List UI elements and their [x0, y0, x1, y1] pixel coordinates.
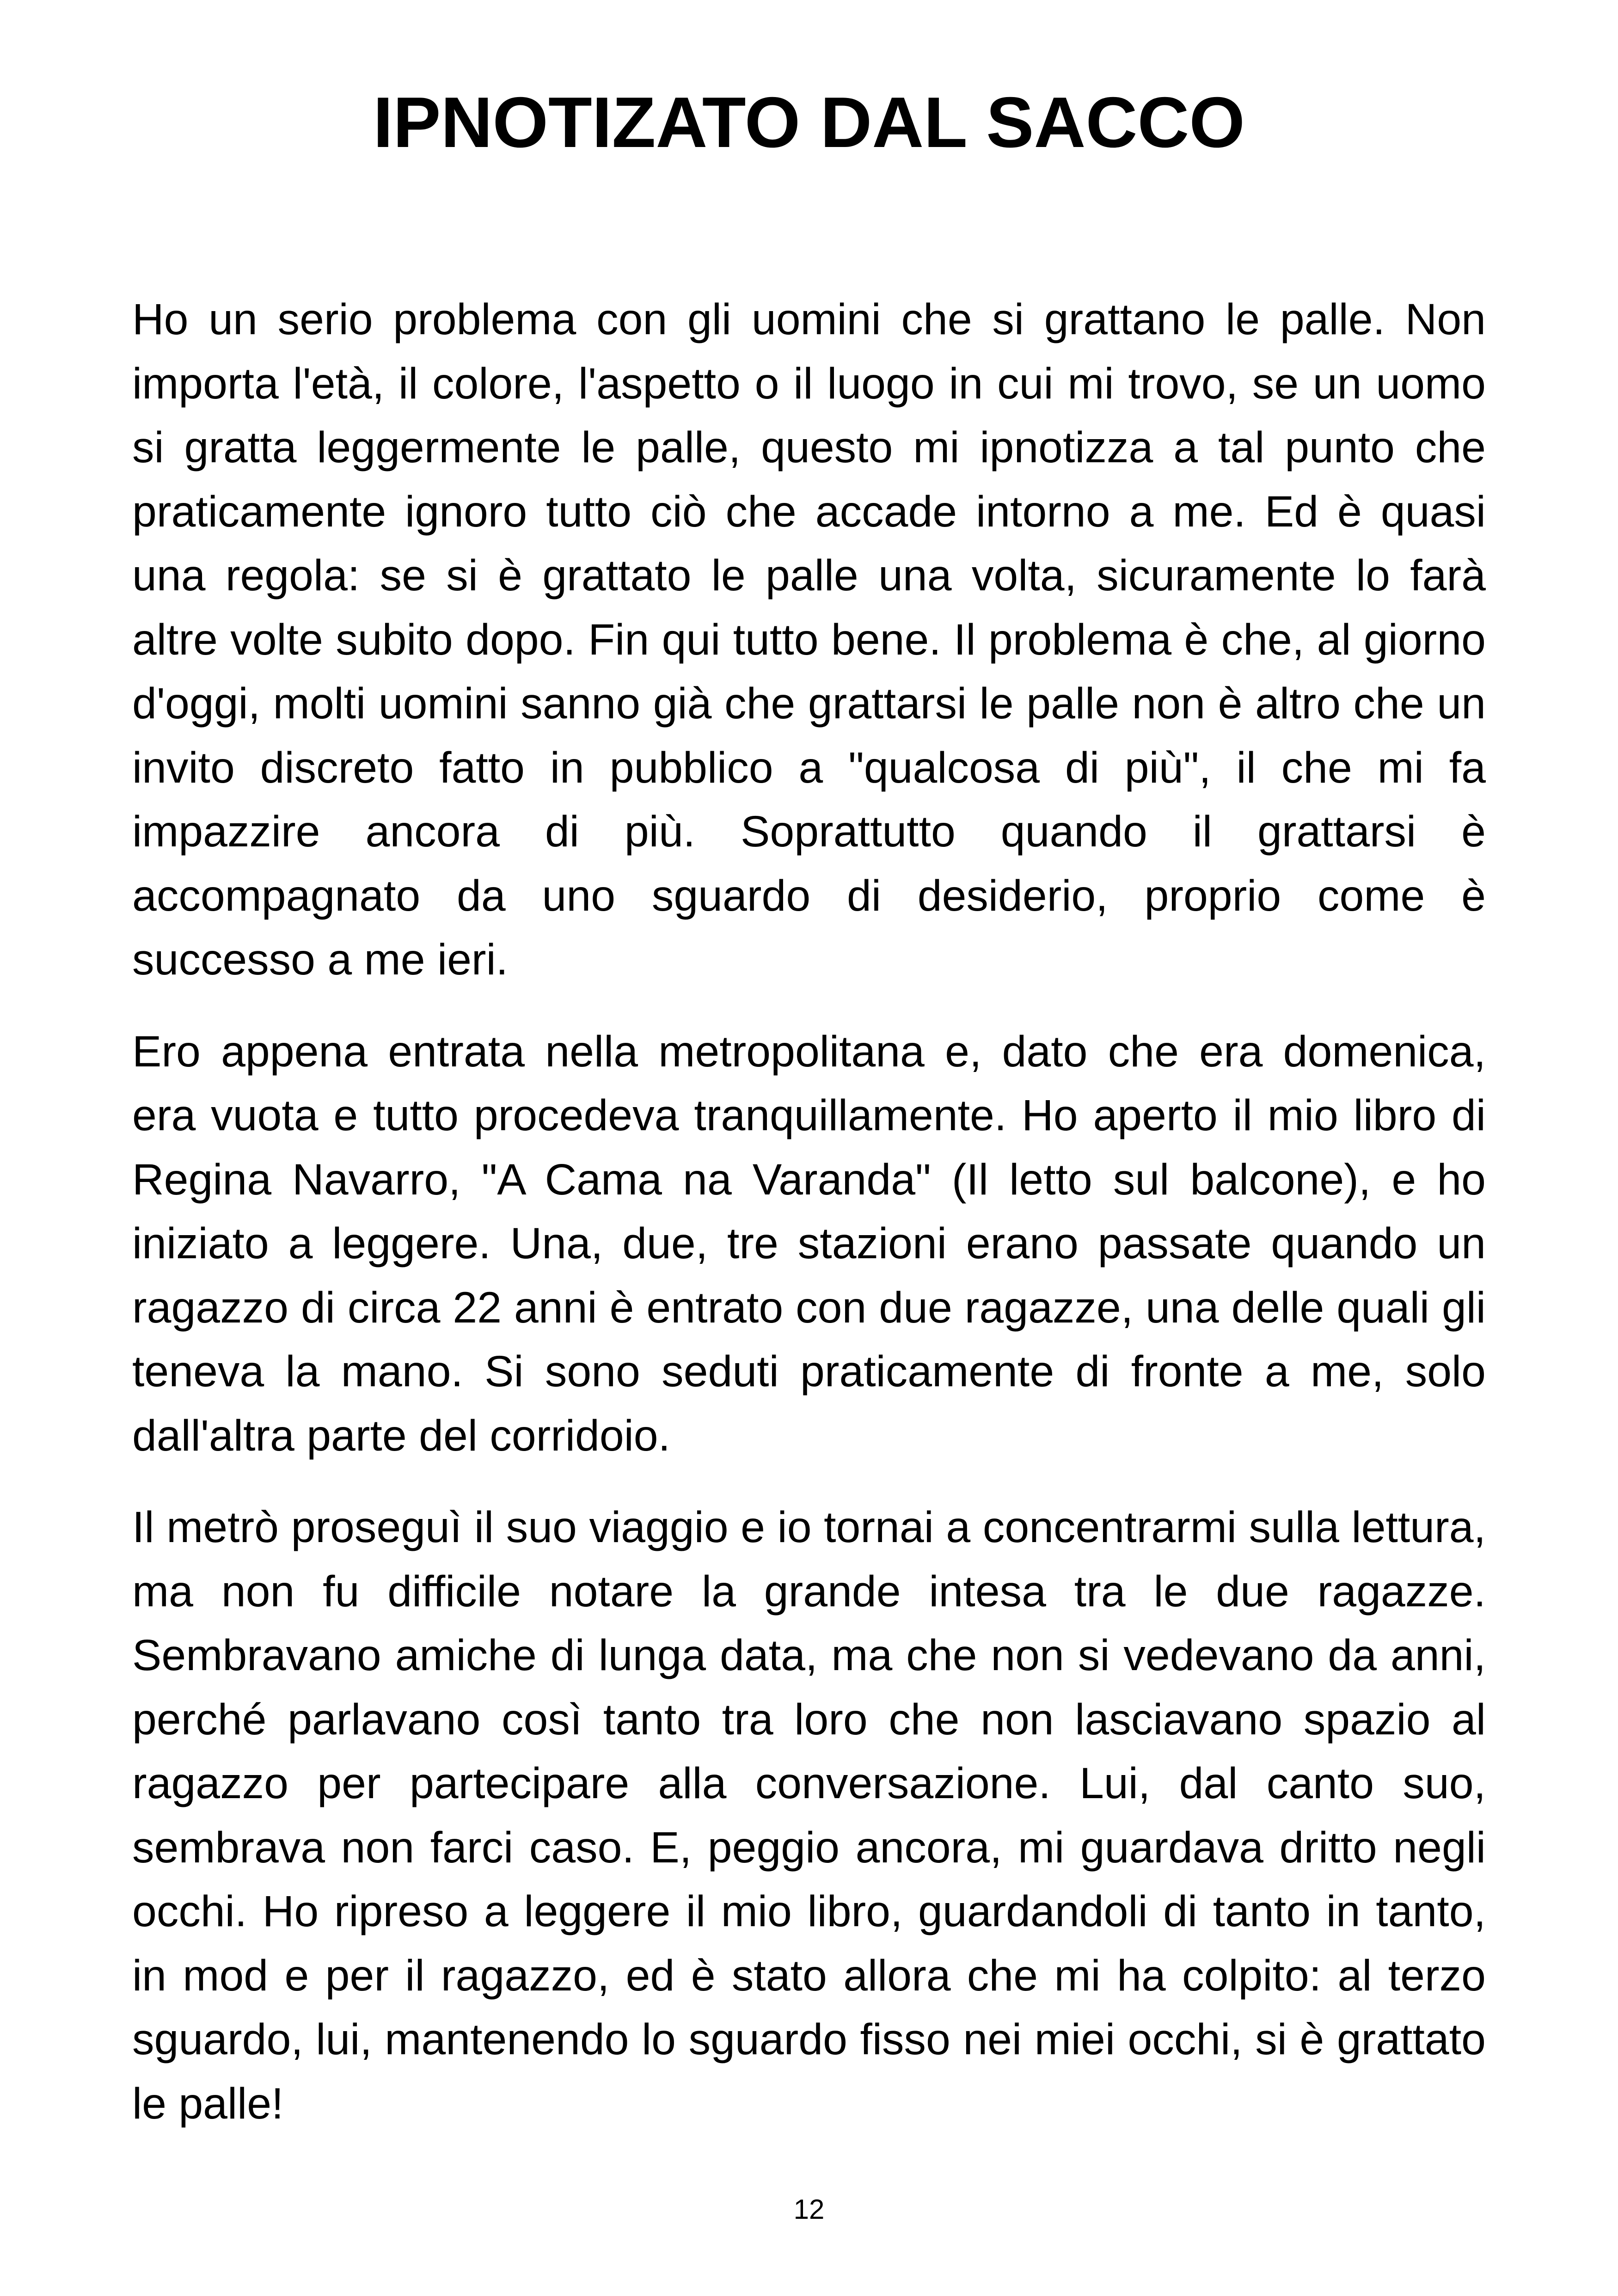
page-number: 12: [793, 2194, 825, 2225]
page-title: IPNOTIZATO DAL SACCO: [373, 82, 1245, 162]
paragraph-1: Ho un serio problema con gli uomini che si grattano le palle. Non importa l'età, il colore, l'aspetto o il luogo in cui mi trovo, se un uomo si gratta leggermente le palle, questo mi ipnotizza a tal punto che praticamente ignoro tutto ciò che accade intorno a me. Ed è quasi una regola: se si è grattato le palle una volta, sicuramente lo farà altre volte subito dopo. Fin qui tutto bene. Il problema è che, al giorno d'oggi, molti uomini sanno già che grattarsi le palle non è altro che un invito discreto fatto in pubblico a "qualcosa di più", il che mi fa impazzire ancora di più. Soprattutto quando il grattarsi è accompagnato da uno sguardo di desiderio, proprio come è successo a me ieri.: [132, 295, 1486, 984]
paragraph-2: Ero appena entrata nella metropolitana e, dato che era domenica, era vuota e tutto procedeva tranquillamente. Ho aperto il mio libro di Regina Navarro, "A Cama na Varanda" (Il letto sul balcone), e ho iniziato a leggere. Una, due, tre stazioni erano passate quando un ragazzo di circa 22 anni è entrato con due ragazze, una delle quali gli teneva la mano. Si sono seduti praticamente di fronte a me, solo dall'altra parte del corridoio.: [132, 1027, 1486, 1460]
paragraph-3: Il metrò proseguì il suo viaggio e io tornai a concentrarmi sulla lettura, ma non fu difficile notare la grande intesa tra le due ragazze. Sembravano amiche di lunga data, ma che non si vedevano da anni, perché parlavano così tanto tra loro che non lasciavano spazio al ragazzo per partecipare alla conversazione. Lui, dal canto suo, sembrava non farci caso. E, peggio ancora, mi guardava dritto negli occhi. Ho ripreso a leggere il mio libro, guardandoli di tanto in tanto, in mod e per il ragazzo, ed è stato allora che mi ha colpito: al terzo sguardo, lui, mantenendo lo sguardo fisso nei miei occhi, si è grattato le palle!: [132, 1503, 1486, 2128]
body-text: [132, 288, 1486, 2163]
